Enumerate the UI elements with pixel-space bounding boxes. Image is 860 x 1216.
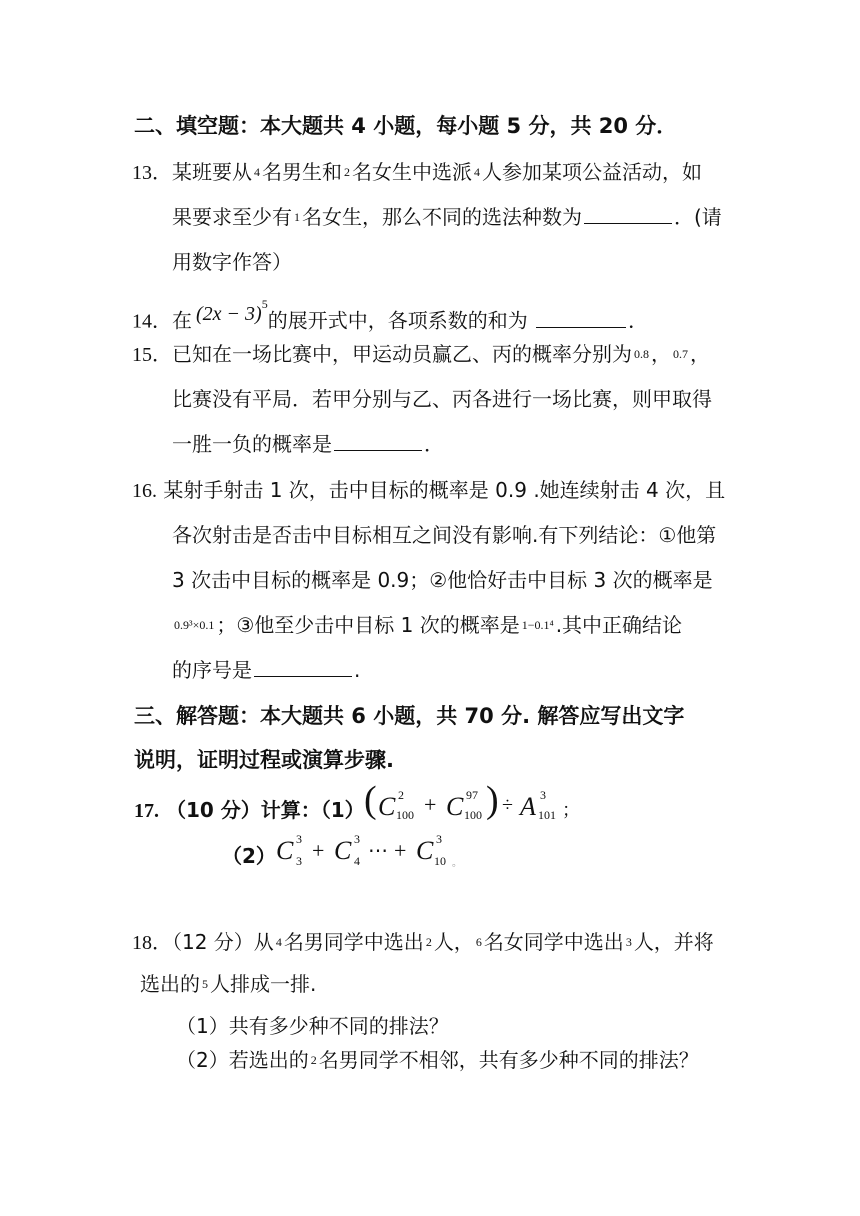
- c-sup: 3: [436, 832, 442, 846]
- q16-line-3: [172, 566, 713, 594]
- a-sup: 3: [540, 788, 546, 802]
- q17-number: 17.: [134, 800, 159, 822]
- q16-line-1: [132, 476, 725, 505]
- section-2-heading-text: 二、填空题：本大题共 4 小题，每小题 5 分，共 20 分．: [134, 114, 678, 138]
- q14-base: (2x − 3): [196, 302, 262, 325]
- a-symbol: A: [520, 792, 536, 821]
- q15-text: 一胜一负的概率是: [172, 432, 332, 456]
- q17-formula-1: [364, 779, 584, 828]
- q17-line-1: [134, 796, 365, 825]
- answer-blank[interactable]: [584, 203, 672, 224]
- q16-text: 各次射击是否击中目标相互之间没有影响.有下列结论：①他第: [172, 523, 717, 547]
- q14-exponent: 5: [261, 297, 268, 311]
- q18-text: （1）共有多少种不同的排法？: [176, 1014, 449, 1038]
- q15-p1: 0.8: [634, 347, 649, 361]
- c-symbol: C: [276, 836, 294, 865]
- q16-text: ；③他至少击中目标 1 次的概率是: [216, 613, 520, 637]
- q14-text: ．: [628, 308, 649, 333]
- q13-n-min: 1: [294, 210, 300, 224]
- q18-text: 人，并将: [633, 930, 714, 954]
- section-3-heading-line-1: [134, 702, 684, 730]
- q17-part-2-text: （2）: [222, 844, 276, 868]
- section-3-heading-text: 说明，证明过程或演算步骤.: [134, 748, 394, 772]
- q14-line: [132, 297, 649, 336]
- c-symbol: C: [334, 836, 352, 865]
- c-symbol: C: [378, 792, 396, 821]
- q15-text: ，: [690, 342, 710, 366]
- q15-p2: 0.7: [673, 347, 688, 361]
- trailing-dot: 。: [452, 858, 462, 869]
- q16-text: .: [354, 658, 361, 682]
- q18-sub-1: [176, 1012, 449, 1040]
- c-sub: 100: [396, 808, 414, 822]
- q13-number: 13．: [132, 162, 172, 184]
- c-sup: 3: [354, 832, 360, 846]
- c-sup: 3: [296, 832, 302, 846]
- q15-line-1: [132, 340, 710, 371]
- open-paren: (: [364, 779, 377, 821]
- q17-label: （10 分）计算：: [165, 798, 321, 822]
- q18-text: 名男同学中选出: [283, 930, 424, 954]
- q13-line-3: [172, 248, 292, 276]
- q14-expression: [196, 297, 268, 325]
- q15-text: ，: [651, 342, 671, 366]
- q16-expr-1: 0.9³×0.1: [174, 618, 215, 632]
- q13-text: 用数字作答）: [172, 250, 292, 274]
- c-sup: 2: [398, 788, 404, 802]
- q14-text: 在: [172, 308, 192, 333]
- q18-text: 人排成一排.: [210, 972, 317, 996]
- q18-n6: 2: [310, 1053, 317, 1067]
- q13-line-2: [172, 203, 722, 234]
- q18-line-2: [140, 970, 316, 1001]
- q18-text: 选出的: [140, 972, 200, 996]
- plus: +: [312, 838, 325, 863]
- q17-formula-2: [276, 832, 476, 876]
- section-3-heading-text: 三、解答题：本大题共 6 小题，共 70 分. 解答应写出文字: [134, 704, 685, 728]
- c-sub: 100: [464, 808, 482, 822]
- q15-text: 已知在一场比赛中，甲运动员赢乙、丙的概率分别为: [172, 342, 632, 366]
- q16-text: 的序号是: [172, 658, 252, 682]
- q13-text: 名女生中选派: [352, 160, 472, 184]
- q13-text: 名女生，那么不同的选法种数为: [302, 205, 582, 229]
- c-sub: 4: [354, 854, 360, 868]
- q16-text: 某射手射击 1 次，击中目标的概率是 0.9 .她连续射击 4 次，且: [163, 478, 726, 502]
- q15-text: 比赛没有平局．若甲分别与乙、丙各进行一场比赛，则甲取得: [172, 387, 712, 411]
- answer-blank[interactable]: [254, 656, 352, 677]
- c-symbol: C: [416, 836, 434, 865]
- q18-text: 名男同学不相邻，共有多少种不同的排法？: [318, 1048, 699, 1072]
- q18-text: 人，: [433, 930, 474, 954]
- q17-part-1-label: （1）: [320, 798, 365, 822]
- q16-number: 16.: [132, 480, 157, 502]
- q18-text: 名女同学中选出: [483, 930, 624, 954]
- q18-sub-2: [176, 1046, 699, 1077]
- c-symbol: C: [446, 792, 464, 821]
- q13-n-pick: 4: [474, 165, 480, 179]
- a-sub: 101: [538, 808, 556, 822]
- q15-number: 15．: [132, 344, 172, 366]
- section-2-heading: [134, 112, 677, 140]
- q15-line-2: [172, 385, 712, 413]
- c-sub: 10: [434, 854, 446, 868]
- c-sup: 97: [466, 788, 478, 802]
- q14-number: 14．: [132, 310, 172, 333]
- q18-number: 18．: [132, 932, 172, 954]
- ellipsis: ⋯: [368, 840, 388, 862]
- q13-line-1: [132, 158, 702, 189]
- c-sub: 3: [296, 854, 302, 868]
- q18-line-1: [132, 928, 714, 959]
- divide: ÷: [502, 794, 513, 816]
- q16-text: 3 次击中目标的概率是 0.9；②他恰好击中目标 3 次的概率是: [172, 568, 713, 592]
- q16-expr-2: 1−0.1⁴: [521, 618, 554, 632]
- q18-n4: 3: [625, 935, 632, 949]
- answer-blank[interactable]: [536, 307, 626, 328]
- q15-text: ．: [424, 432, 444, 456]
- q18-text: （12 分）从: [172, 930, 274, 954]
- q18-n1: 4: [275, 935, 282, 949]
- q17-part-2-label: [222, 842, 276, 870]
- q18-text: （2）若选出的: [176, 1048, 309, 1072]
- section-3-heading-line-2: [134, 746, 394, 774]
- q13-n-girls: 2: [344, 165, 350, 179]
- plus: +: [424, 792, 437, 817]
- q13-text: 人参加某项公益活动，如: [482, 160, 702, 184]
- answer-blank[interactable]: [334, 430, 422, 451]
- plus: +: [394, 838, 407, 863]
- q13-text: 名男生和: [262, 160, 342, 184]
- q18-n2: 2: [425, 935, 432, 949]
- q16-text: .其中正确结论: [555, 613, 683, 637]
- q15-line-3: [172, 430, 444, 458]
- semicolon: ；: [562, 800, 580, 821]
- close-paren: ): [486, 779, 499, 821]
- q13-n-boys: 4: [254, 165, 260, 179]
- q18-n3: 6: [475, 935, 482, 949]
- q13-text: 某班要从: [172, 160, 252, 184]
- q14-text: 的展开式中，各项系数的和为: [267, 308, 528, 333]
- q16-line-4: [172, 611, 682, 642]
- q16-line-5: [172, 656, 360, 684]
- q13-text: ．(请: [674, 205, 722, 229]
- q16-line-2: [172, 521, 716, 549]
- q13-text: 果要求至少有: [172, 205, 292, 229]
- q18-n5: 5: [202, 977, 208, 991]
